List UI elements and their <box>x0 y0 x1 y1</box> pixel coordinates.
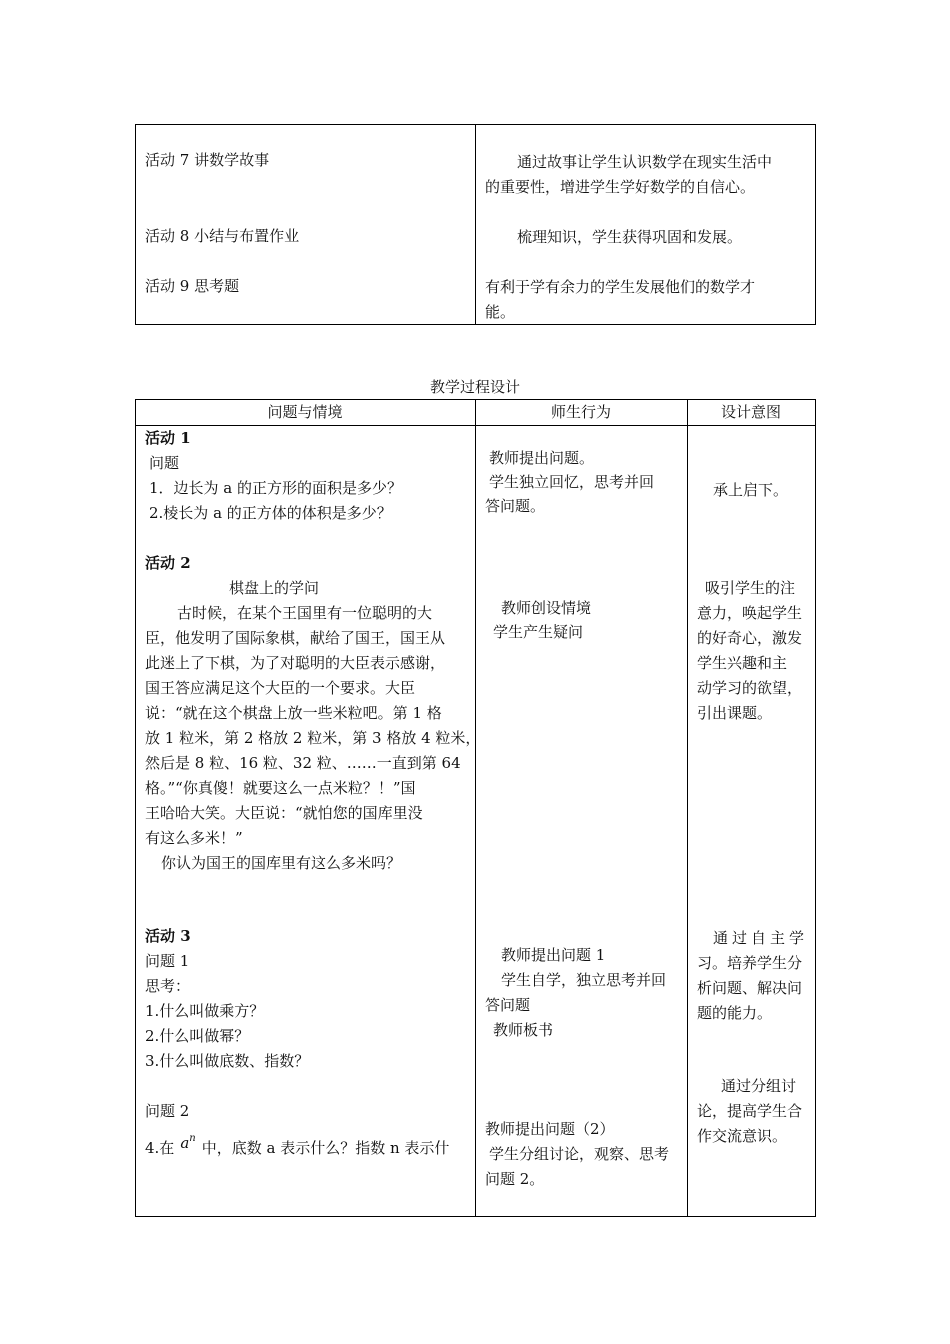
q4-suffix: 中，底数 a 表示什么？指数 n 表示什 <box>201 1139 450 1157</box>
activity3-q1: 1.什么叫做乘方？ <box>145 1002 265 1020</box>
story-line10: 有这么多米！” <box>145 829 243 847</box>
story-line7: 然后是 8 粒、16 粒、32 粒、……一直到第 64 <box>145 754 461 772</box>
activity1-action-line2: 学生独立回忆，思考并回 <box>489 473 655 491</box>
power-base: a <box>180 1134 190 1152</box>
story-line5: 说：“就在这个棋盘上放一些米粒吧。第 1 格 <box>145 704 442 722</box>
activity3-q4 <box>145 1131 449 1161</box>
activity3-intent2-line2: 论，提高学生合 <box>697 1102 803 1120</box>
activity2-action-line2: 学生产生疑问 <box>493 623 584 641</box>
activity3-problem2-label: 问题 2 <box>145 1102 190 1120</box>
activity2-intent-line2: 意力，唤起学生 <box>697 604 803 622</box>
activity1-heading: 活动 1 <box>145 429 191 447</box>
activity8-label: 活动 8 小结与布置作业 <box>145 227 300 245</box>
activity3-action2-line1: 教师提出问题（2） <box>485 1120 615 1138</box>
header-situation: 问题与情境 <box>267 403 343 421</box>
power-expression <box>180 1134 195 1152</box>
header-intent: 设计意图 <box>720 403 781 421</box>
activity3-intent1-line2: 习。培养学生分 <box>697 954 803 972</box>
story-line1: 古时候，在某个王国里有一位聪明的大 <box>177 604 433 622</box>
activity2-intent-line1: 吸引学生的注 <box>705 579 796 597</box>
story-line6: 放 1 粒米，第 2 格放 2 粒米，第 3 格放 4 粒米， <box>145 729 481 747</box>
activity2-intent-line6: 引出课题。 <box>697 704 773 722</box>
activity3-q3: 3.什么叫做底数、指数？ <box>145 1052 310 1070</box>
table2-title: 教学过程设计 <box>429 378 520 396</box>
q4-prefix: 4.在 <box>145 1139 175 1157</box>
activity3-action2-line2: 学生分组讨论，观察、思考 <box>489 1145 670 1163</box>
activity9-label: 活动 9 思考题 <box>145 277 240 295</box>
activity9-purpose-line2: 能。 <box>485 303 516 321</box>
story-title: 棋盘上的学问 <box>229 579 320 597</box>
activity1-question-label: 问题 <box>149 454 180 472</box>
activity3-intent1-line3: 析问题、解决问 <box>697 979 803 997</box>
activity7-purpose-line2: 的重要性，增进学生学好数学的自信心。 <box>485 178 756 196</box>
activity3-intent2-line1: 通过分组讨 <box>721 1077 797 1095</box>
activity2-action-line1: 教师创设情境 <box>501 599 592 617</box>
activity3-action1-line4: 教师板书 <box>493 1021 554 1039</box>
story-line3: 此迷上了下棋，为了对聪明的大臣表示感谢， <box>145 654 446 672</box>
activity3-heading: 活动 3 <box>145 927 191 945</box>
story-line8: 格。”“你真傻！就要这么一点米粒？！”国 <box>145 779 416 797</box>
power-exponent: n <box>189 1133 196 1144</box>
activity7-purpose-line1: 通过故事让学生认识数学在现实生活中 <box>517 153 773 171</box>
activity3-action1-line3: 答问题 <box>485 996 531 1014</box>
activity3-think: 思考： <box>145 977 191 995</box>
activity2-intent-line4: 学生兴趣和主 <box>697 654 788 672</box>
activity3-action1-line1: 教师提出问题 1 <box>501 946 606 964</box>
activity1-action-line1: 教师提出问题。 <box>489 449 595 467</box>
activity1-action-line3: 答问题。 <box>485 497 546 515</box>
activity3-intent2-line3: 作交流意识。 <box>697 1127 788 1145</box>
activity7-label: 活动 7 讲数学故事 <box>145 151 270 169</box>
story-line9: 王哈哈大笑。大臣说：“就怕您的国库里没 <box>145 804 423 822</box>
activity1-intent: 承上启下。 <box>713 481 789 499</box>
story-line4: 国王答应满足这个大臣的一个要求。大臣 <box>145 679 416 697</box>
header-actions: 师生行为 <box>550 403 611 421</box>
activity3-intent1-line1: 通过自主学 <box>713 929 809 947</box>
activity2-heading: 活动 2 <box>145 554 191 572</box>
activity1-question1: 1．边长为 a 的正方形的面积是多少？ <box>149 479 403 497</box>
activity3-intent1-line4: 题的能力。 <box>697 1004 773 1022</box>
activity3-action2-line3: 问题 2。 <box>485 1170 545 1188</box>
activity9-purpose-line1: 有利于学有余力的学生发展他们的数学才 <box>485 278 756 296</box>
activity2-intent-line5: 动学习的欲望， <box>697 679 803 697</box>
activity3-problem1-label: 问题 1 <box>145 952 190 970</box>
activity8-purpose: 梳理知识，学生获得巩固和发展。 <box>517 228 743 246</box>
activity1-question2: 2.棱长为 a 的正方体的体积是多少？ <box>149 504 392 522</box>
activity2-intent-line3: 的好奇心，激发 <box>697 629 803 647</box>
story-question: 你认为国王的国库里有这么多米吗？ <box>161 854 402 872</box>
story-line2: 臣，他发明了国际象棋，献给了国王，国王从 <box>145 629 446 647</box>
activity3-action1-line2: 学生自学，独立思考并回 <box>501 971 667 989</box>
activity3-q2: 2.什么叫做幂？ <box>145 1027 250 1045</box>
